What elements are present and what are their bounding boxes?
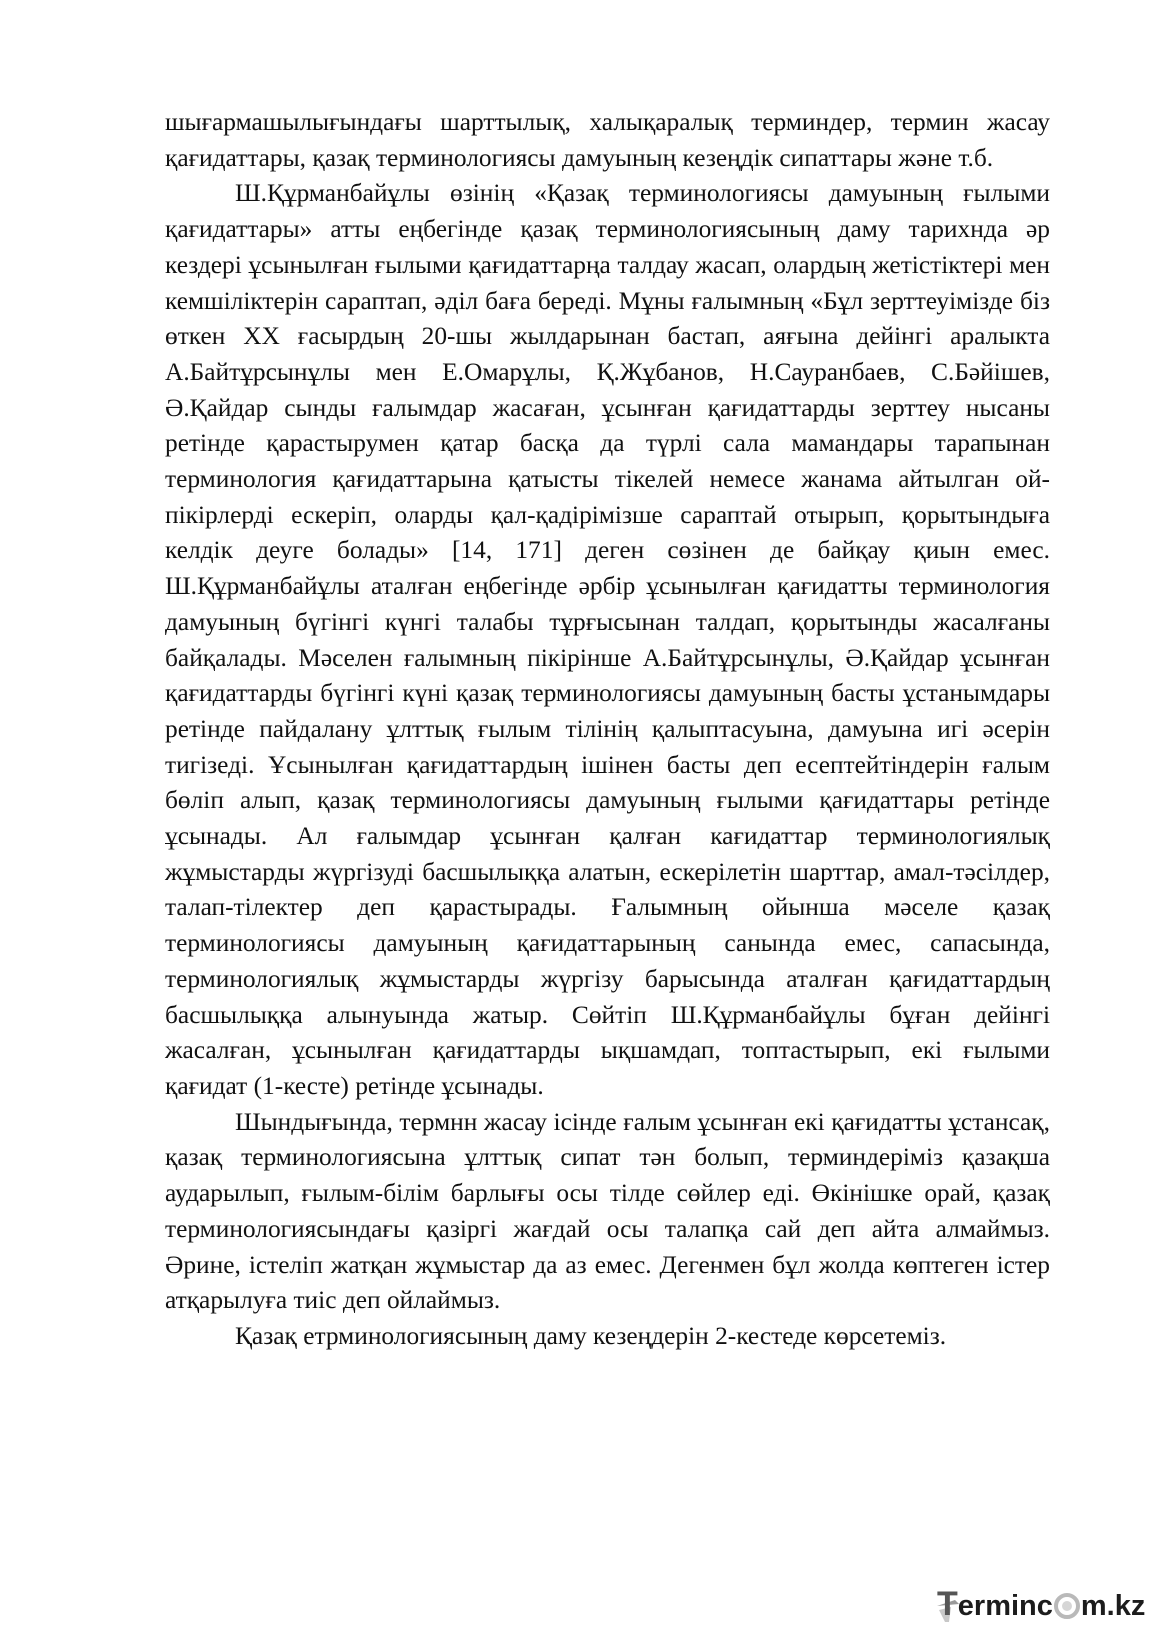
document-body [165,105,1050,1355]
watermark-text-part: erminc [957,1590,1053,1622]
paragraph-1: шығармашылығындағы шарттылық, халықаралық терминдер, термин жасау қағидаттары, қазақ терминологиясы дамуының кезеңдік сипаттары және т.б. [165,108,1050,172]
watermark-first-letter: T [937,1585,958,1623]
paragraph-2: Ш.Құрманбайұлы өзінің «Қазақ терминологиясы дамуының ғылыми қағидаттары» атты еңбегінде қазақ терминологиясының даму тарихнда әр кездері ұсынылған ғылыми қағидаттарңа талдау жасап, олардың жетістіктері мен кемшіліктерін сараптап, әділ баға береді. Мұны ғалымның «Бұл зерттеуімізде біз өткен ХХ ғасырдың 20-шы жылдарынан бастап, аяғына дейінгі аралыкта А.Байтұрсынұлы мен Е.Омарұлы, Қ.Жұбанов, Н.Сауранбаев, С.Бәйішев, Ә.Қайдар сынды ғалымдар жасаған, ұсынған қағидаттарды зерттеу нысаны ретінде қарастырумен қатар басқа да түрлі сала мамандары тарапынан терминология қағидаттарына қатысты тікелей немесе жанама айтылган ой-пікірлерді ескеріп, оларды қал-қадірімізше сараптай отырып, қорытындыға келдік деуге болады» [14, 171] деген сөзінен де байқау қиын емес. Ш.Құрманбайұлы аталған еңбегінде әрбір ұсынылған қағидатты терминология дамуының бүгінгі күнгі талабы тұрғысынан талдап, қорытынды жасалғаны байқалады. Мәселен ғалымның пікірінше А.Байтұрсынұлы, Ә.Қайдар ұсынған қағидаттарды бүгінгі күні қазақ терминологиясы дамуының басты ұстанымдары ретінде пайдалану ұлттық ғылым тілінің қалыптасуына, дамуына игі әсерін тигізеді. Ұсынылған қағидаттардың ішінен басты деп есептейтіндерін ғалым бөліп алып, қазақ терминологиясы дамуының ғылыми қағидаттары ретінде ұсынады. Ал ғалымдар ұсынған қалған кағидаттар терминологиялық жұмыстарды жүргізуді басшылыққа алатын, ескерілетін шарттар, амал-тәсілдер, талап-тілектер деп қарастырады. Ғалымның ойынша мәселе қазақ терминологиясы дамуының қағидаттарының санында емес, сапасында, терминологиялық жұмыстарды жүргізу барысында аталған қағидаттардың басшылыққа алынуында жатыр. Сөйтіп Ш.Құрманбайұлы бұған дейінгі жасалған, ұсынылған қағидаттарды ықшамдап, топтастырып, екі ғылыми қағидат (1-кесте) ретінде ұсынады. [165,179,1050,1100]
termincom-watermark-logo [937,1584,1146,1628]
watermark-text [937,1584,1145,1626]
watermark-domain: m.kz [1080,1590,1146,1622]
paragraph-3: Шындығында, термнн жасау ісінде ғалым ұсынған екі қағидатты ұстансақ, қазақ терминологиясына ұлттық сипат тән болып, терминдеріміз қазақша аударылып, ғылым-білім барлығы осы тілде сөйлер еді. Өкінішке орай, қазақ терминологиясындағы қазіргі жағдай осы талапқа сай деп айта алмаймыз. Әрине, істеліп жатқан жұмыстар да аз емес. Дегенмен бұл жолда көптеген істер атқарылуға тиіс деп ойлаймыз. [165,1107,1050,1315]
o-circle-logo-icon [1053,1592,1081,1620]
paragraph-4: Қазақ етрминологиясының даму кезеңдерін 2-кестеде көрсетеміз. [235,1321,947,1350]
